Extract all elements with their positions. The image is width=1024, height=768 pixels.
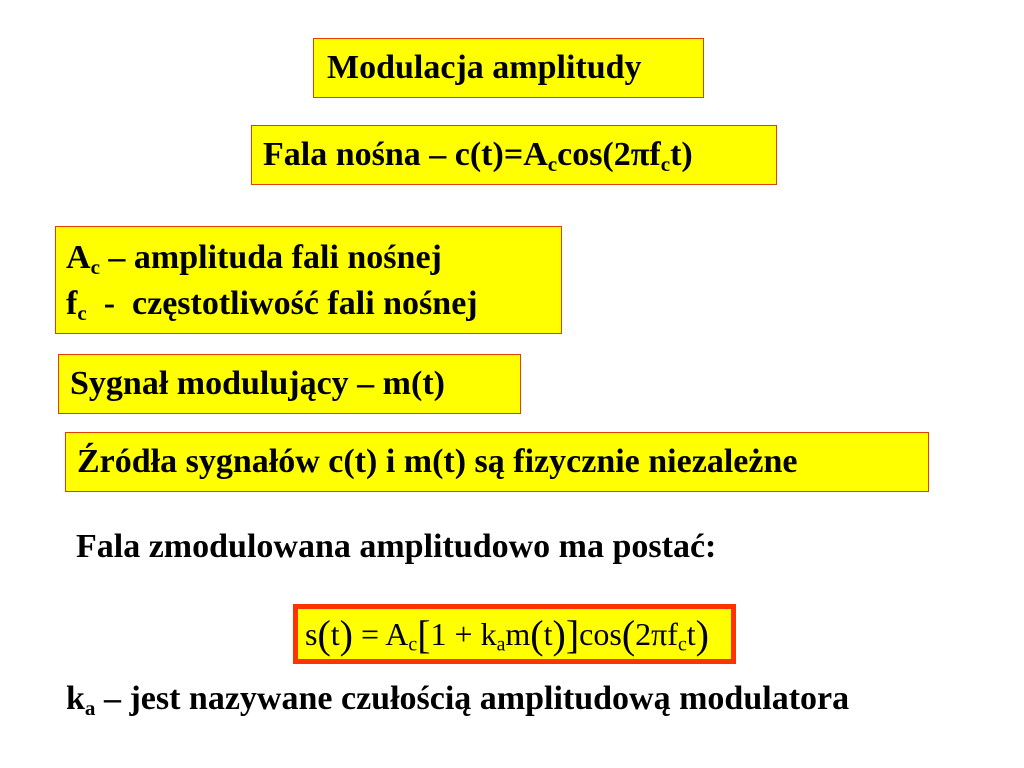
modulating-signal-text: Sygnał modulujący – m(t) xyxy=(70,365,445,402)
ka-note xyxy=(66,679,849,720)
carrier-prefix: Fala nośna – c(t)=A xyxy=(263,136,548,173)
formula-sub-a: a xyxy=(496,633,506,656)
formula-paren-close-1: ) xyxy=(339,612,353,657)
frequency-definition xyxy=(66,281,561,327)
ka-symbol: k xyxy=(66,680,85,717)
carrier-sub-c1: c xyxy=(547,151,558,176)
formula-sub-c1: c xyxy=(408,633,418,656)
title-box xyxy=(313,38,704,98)
frequency-sub: c xyxy=(77,300,87,325)
formula-t-1: t xyxy=(330,616,340,652)
amplitude-text: – amplituda fali nośnej xyxy=(99,239,442,276)
sources-note-box xyxy=(65,432,929,492)
ka-text: – jest nazywane czułością amplitudową modulatora xyxy=(95,680,850,717)
am-formula-box xyxy=(293,604,736,664)
modulating-signal-box xyxy=(58,354,521,414)
modulated-wave-text: Fala zmodulowana amplitudowo ma postać: xyxy=(76,528,717,565)
formula-equals-a: = A xyxy=(353,616,409,652)
sources-note-text: Źródła sygnałów c(t) i m(t) są fizycznie niezależne xyxy=(77,443,798,480)
slide-title: Modulacja amplitudy xyxy=(327,49,642,86)
formula-two-pi-f: 2πf xyxy=(635,616,678,652)
formula-m: m xyxy=(505,616,531,652)
amplitude-definition xyxy=(66,235,561,281)
formula-t-2: t xyxy=(543,616,553,652)
formula-s: s xyxy=(305,616,318,652)
formula-one-plus-k: 1 + k xyxy=(430,616,497,652)
carrier-suffix: t) xyxy=(670,136,693,173)
carrier-sub-c2: c xyxy=(660,151,671,176)
formula-paren-open-3: ( xyxy=(621,612,636,657)
formula-paren-close-2: ) xyxy=(552,612,566,657)
formula-bracket-open: [ xyxy=(417,612,431,657)
ka-sub: a xyxy=(84,695,96,720)
formula-paren-close-3: ) xyxy=(695,612,709,657)
formula-sub-c2: c xyxy=(677,633,687,656)
formula-paren-open-2: ( xyxy=(530,612,544,657)
carrier-mid: cos(2πf xyxy=(557,136,661,173)
carrier-wave-box xyxy=(251,125,777,185)
amplitude-sub: c xyxy=(90,254,100,279)
amplitude-symbol: A xyxy=(66,239,91,276)
carrier-parameters-box xyxy=(55,226,562,334)
frequency-text: - częstotliwość fali nośnej xyxy=(86,285,478,322)
formula-t-3: t xyxy=(686,616,696,652)
frequency-symbol: f xyxy=(66,285,78,322)
formula-cos: cos xyxy=(579,616,622,652)
formula-bracket-close: ] xyxy=(565,612,580,657)
formula-paren-open-1: ( xyxy=(317,612,331,657)
